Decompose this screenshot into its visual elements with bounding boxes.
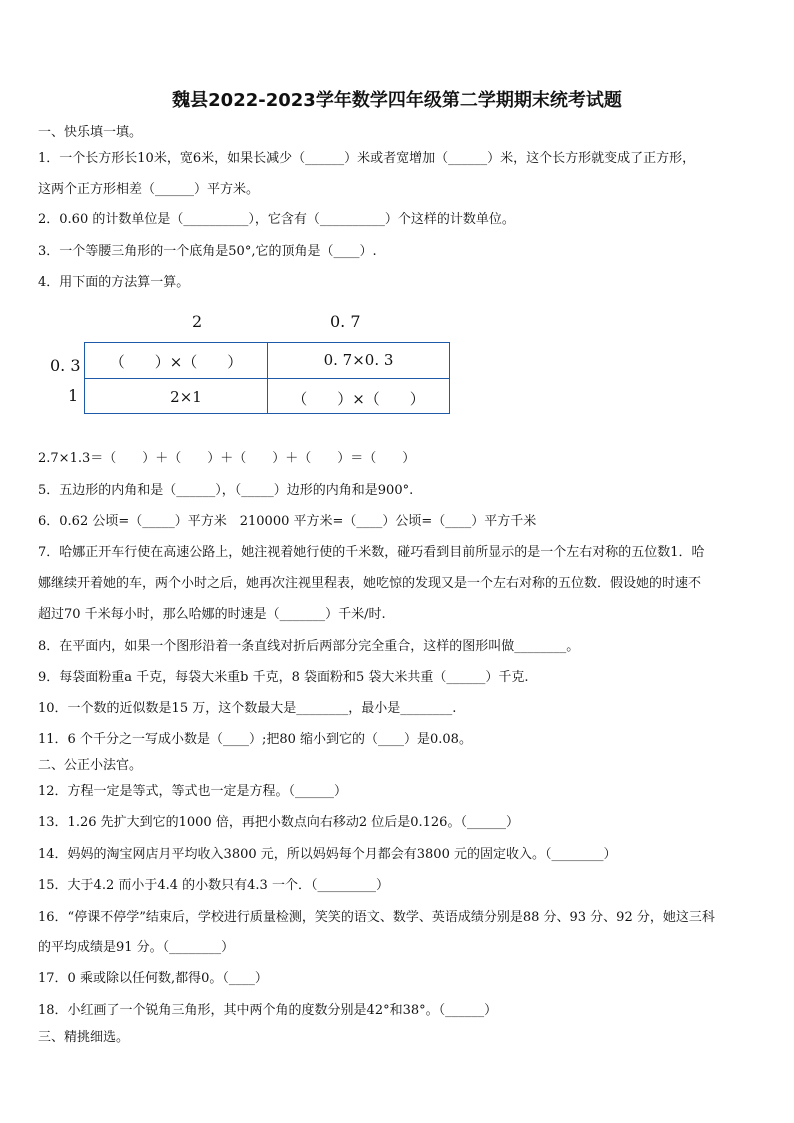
page-title: 魏县2022-2023学年数学四年级第二学期期末统考试题	[172, 90, 622, 111]
question-6: 6．0.62 公顷=（_____）平方米 210000 平方米=（____）公顷=（____）平方千米	[38, 514, 537, 529]
question-16-line-2: 的平均成绩是91 分。（________）	[38, 940, 235, 955]
section-heading-1: 一、快乐填一填。	[38, 125, 143, 140]
grid-cell-bottom-left: 2×1	[170, 388, 202, 406]
question-1-line-2: 这两个正方形相差（______）平方米。	[38, 182, 260, 197]
question-18: 18．小红画了一个锐角三角形，其中两个角的度数分别是42°和38°。（______）	[38, 1003, 498, 1018]
question-3: 3．一个等腰三角形的一个底角是50°,它的顶角是（____）.	[38, 244, 377, 259]
question-8: 8．在平面内，如果一个图形沿着一条直线对折后两部分完全重合，这样的图形叫做________。	[38, 639, 580, 654]
question-7-line-3: 超过70 千米每小时，那么哈娜的时速是（_______）千米/时.	[38, 607, 386, 622]
section-heading-3: 三、精挑细选。	[38, 1030, 130, 1045]
question-2: 2．0.60 的计数单位是（__________），它含有（__________）个这样的计数单位。	[38, 212, 515, 227]
question-7-line-1: 7．哈娜正开车行使在高速公路上，她注视着她行使的千米数，碰巧看到目前所显示的是一个左右对称的五位数1．哈	[38, 545, 705, 560]
left-label-1: 1	[68, 386, 79, 405]
question-5: 5．五边形的内角和是（______），（_____）边形的内角和是900°.	[38, 483, 414, 498]
question-4-equation: 2.7×1.3＝（ ）＋（ ）＋（ ）＋（ ）＝（ ）	[38, 451, 416, 466]
question-14: 14．妈妈的淘宝网店月平均收入3800 元，所以妈妈每个月都会有3800 元的固定收入。（________）	[38, 847, 617, 862]
question-7-line-2: 娜继续开着她的车，两个小时之后，她再次注视里程表，她吃惊的发现又是一个左右对称的五位数．假设她的时速不	[38, 576, 702, 591]
multiplication-grid	[84, 342, 450, 414]
top-label-0.7: 0. 7	[330, 312, 361, 331]
question-17: 17．0 乘或除以任何数,都得0。（____）	[38, 971, 268, 986]
grid-cell-top-left: （ ）×（ ）	[109, 353, 243, 371]
grid-cell-top-right: 0. 7×0. 3	[323, 351, 394, 369]
question-12: 12．方程一定是等式，等式也一定是方程。（______）	[38, 784, 348, 799]
question-11: 11．6 个千分之一写成小数是（____）;把80 缩小到它的（____）是0.08。	[38, 732, 472, 747]
top-label-2: 2	[192, 312, 203, 331]
question-9: 9．每袋面粉重a 千克，每袋大米重b 千克，8 袋面粉和5 袋大米共重（______）千克.	[38, 670, 529, 685]
grid-cell-bottom-right: （ ）×（ ）	[292, 390, 425, 408]
question-15: 15．大于4.2 而小于4.4 的小数只有4.3 一个．（_________）	[38, 878, 389, 893]
section-heading-2: 二、公正小法官。	[38, 758, 143, 773]
grid-divider-horizontal	[85, 378, 449, 379]
question-10: 10．一个数的近似数是15 万，这个数最大是________，最小是________.	[38, 701, 457, 716]
question-13: 13．1.26 先扩大到它的1000 倍，再把小数点向右移动2 位后是0.126。（______）	[38, 815, 519, 830]
left-label-0.3: 0. 3	[50, 356, 81, 375]
question-1-line-1: 1．一个长方形长10米，宽6米，如果长减少（______）米或者宽增加（______）米，这个长方形就变成了正方形，	[38, 151, 696, 166]
question-4: 4．用下面的方法算一算。	[38, 275, 190, 290]
question-16-line-1: 16．“停课不停学”结束后，学校进行质量检测，笑笑的语文、数学、英语成绩分别是88 分、93 分、92 分，她这三科	[38, 910, 715, 925]
